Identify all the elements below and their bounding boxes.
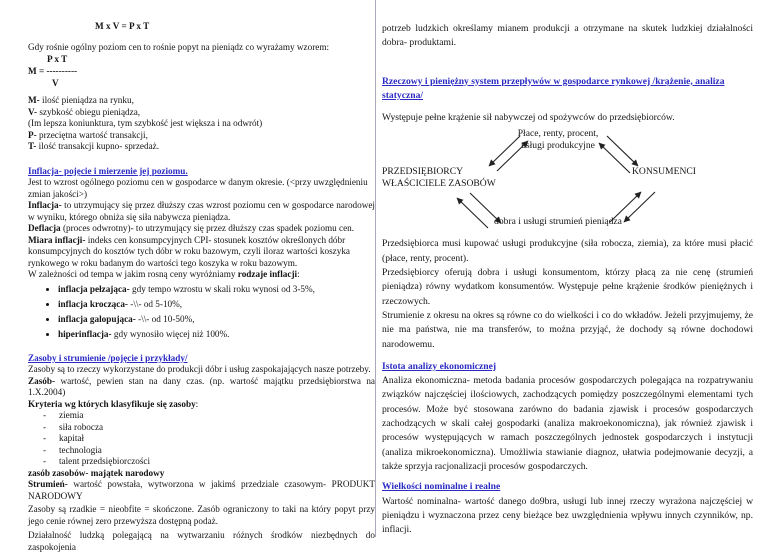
- term-lead: Deflacja: [28, 223, 61, 233]
- inflation-types-list: [28, 284, 375, 341]
- term-text: indeks cen konsumpcyjnych CPI- stosunek kosztów określonych dóbr konsumpcyjnych do kosztów tych dóbr w roku bazowym, czyli iloraz wartości koszyka rynkowego w roku badanym do wartości tego koszyka w roku bazowym.: [28, 234, 350, 268]
- heading-line: statyczna/: [382, 89, 424, 101]
- def-text: (Im lepsza koniunktura, tym szybkość jest większa i na odwrót): [28, 118, 263, 128]
- paragraph-kryteria: [28, 399, 375, 411]
- heading-rzeczowy-link[interactable]: [382, 75, 753, 104]
- text: W zależności od tempa w jakim rosną ceny wyróżniamy: [28, 269, 238, 279]
- bold-text: zasób zasobów- majątek narodowy: [28, 467, 165, 478]
- term-lead: Zasób-: [28, 375, 56, 386]
- column-divider: [375, 0, 376, 537]
- list-item: [28, 410, 375, 422]
- paragraph-analiza: Analiza ekonomiczna- metoda badania procesów gospodarczych polegająca na rozpatrywaniu związków najczęściej ilościowych, zachodzących pomiędzy poszczególnymi elementami tych procesów. Może być stosowana zarówno do badania zjawisk i procesów gospodarczych zachodzących w skali całej gospodarki (analiza makroekonomiczna), jak również zjawisk i procesów występujących w ramach poszczególnych jednostek gospodarczych i instytucji (analiza mikroekonomiczna). Umożliwia stawianie diagnoz, ułatwia podejmowanie decyzji, a także sprzyja racjonalizacji procesów gospodarczych.: [382, 375, 753, 472]
- term-text: -\\- od 5-10%,: [128, 299, 183, 309]
- paragraph-zasob-zasobow: [28, 468, 375, 480]
- def-line: [28, 95, 375, 107]
- term-text: gdy wynosiło więcej niż 100%.: [111, 329, 230, 339]
- term-text: wartość powstała, wytworzona w jakimś przedziale czasowym- PRODUKT NARODOWY: [28, 479, 375, 501]
- paragraph-inflacja: [28, 200, 375, 223]
- term-lead: inflacja galopująca-: [58, 314, 136, 324]
- heading-wielkosci-link[interactable]: Wielkości nominalne i realne: [382, 481, 501, 493]
- paragraph-rodzaje-inflacji: [28, 269, 375, 281]
- list-item: [28, 433, 375, 445]
- term-lead: inflacja krocząca-: [58, 299, 128, 309]
- def-text: przeciętna wartość transakcji,: [36, 129, 148, 140]
- paragraph-okres: Jest to wzrost ogólnego poziomu cen w gospodarce w danym okresie. (<przy uwzględnieniu zmian jakości>): [28, 177, 368, 199]
- term-text: gdy tempo wzrostu w skali roku wynosi od 3-5%,: [129, 284, 315, 294]
- term-text: wartość, pewien stan na dany czas. (np. wartość majątku przedsiębiorstwa na 1.X.2004): [28, 375, 375, 397]
- label-line: Płace, renty, procent,: [517, 128, 599, 140]
- heading-line: Rzeczowy i pieniężny system przepływów w gospodarce rynkowej /krążenie, analiza: [382, 75, 725, 87]
- label-line: usługi produkcyjne: [521, 140, 595, 152]
- fraction-denominator: V: [52, 78, 59, 88]
- def-lead: V-: [28, 106, 38, 117]
- money-demand-fraction: [28, 53, 375, 89]
- def-line: [28, 118, 375, 130]
- diagram-label-entrepreneurs: [382, 166, 496, 190]
- item-text: siła robocza: [59, 421, 104, 432]
- circular-flow-diagram: [382, 125, 753, 237]
- diagram-label-top: [382, 128, 734, 152]
- paragraph-oferuja: Przedsiębiorcy oferują dobra i usługi konsumentom, którzy płacą za nie cenę (strumień pieniądza) równy wydatkom konsumentów. Występuje pełne krążenie środków pieniężnych i rzeczowych.: [382, 267, 753, 307]
- paragraph-rzadkie: Zasoby są rzadkie = nieobfite = skończone. Zasób ograniczony to taki na który popyt przy jego cenie równej zero przewyższa dostępną podaż.: [28, 504, 375, 526]
- def-text: ilość pieniądza na rynku,: [39, 95, 134, 105]
- bold-text: rodzaje inflacji: [237, 269, 298, 279]
- paragraph-nominalna: Wartość nominalna- wartość danego do9bra, usługi lub innej rzeczy wyrażona najczęściej w pieniądzu i wyznaczona przez ceny bieżące bez uwzględnienia wpływu innych czynników, np. inflacji.: [382, 495, 753, 536]
- text: :: [195, 398, 199, 409]
- variable-definitions: [28, 95, 375, 153]
- diagram-label-bottom: dobra i usługi strumień pieniądza: [494, 216, 622, 228]
- term-text: -\\- od 10-50%,: [135, 314, 195, 324]
- list-item: [28, 456, 375, 468]
- list-item: [28, 422, 375, 434]
- def-line: [28, 141, 375, 153]
- fraction-numerator: P x T: [47, 54, 68, 64]
- def-lead: T-: [28, 141, 37, 151]
- def-line: [28, 130, 375, 142]
- dash-marker: -: [43, 444, 47, 455]
- heading-zasoby-link[interactable]: Zasoby i strumienie /pojęcie i przykłady/: [28, 352, 188, 363]
- term-lead: hiperinflacja-: [58, 329, 112, 339]
- list-item: [58, 329, 375, 341]
- item-text: technologia: [59, 444, 102, 455]
- item-text: talent przedsiębiorczości: [59, 456, 151, 466]
- fraction-mid: [28, 65, 375, 77]
- term-lead: inflacja pełzająca-: [58, 284, 130, 294]
- paragraph-zasob: [28, 376, 375, 399]
- def-line: [28, 107, 375, 119]
- bold-text: Kryteria wg których klasyfikuje się zasoby: [28, 398, 196, 409]
- def-lead: M-: [28, 95, 40, 105]
- equation-mv-pt: M x V = P x T: [95, 21, 150, 31]
- heading-istota-link[interactable]: Istota analizy ekonomicznej: [382, 360, 497, 372]
- list-item: [58, 284, 375, 296]
- def-lead: P-: [28, 129, 37, 140]
- diagram-label-consumers: KONSUMENCI: [632, 166, 696, 178]
- list-item: [58, 299, 375, 311]
- text: :: [297, 269, 300, 279]
- paragraph-strumienie: Strumienie z okresu na okres są równe co do wielkości i co do wkładów. Jeżeli przyjmujemy, że nie ma państwa, nie ma transferów, to można przyjąć, że dochody są równe dochodowi narodowemu.: [382, 309, 753, 350]
- dash-marker: -: [43, 433, 47, 443]
- paragraph-potrzeb: potrzeb ludzkich określamy mianem produkcji a otrzymane na skutek ludzkiej działalności dobra- produktami.: [382, 23, 753, 49]
- term-lead: Miara inflacji-: [28, 234, 86, 245]
- left-column: [28, 0, 375, 553]
- item-text: kapitał: [59, 433, 85, 443]
- dash-marker: -: [43, 421, 47, 432]
- term-lead: Strumień-: [28, 479, 68, 489]
- intro-text: Gdy rośnie ogólny poziom cen to rośnie popyt na pieniądz co wyrażamy wzorem:: [28, 41, 330, 52]
- paragraph-dzialalnosc: Działalność ludzką polegającą na wytwarzaniu różnych środków niezbędnych do zaspokojenia: [28, 530, 375, 552]
- term-lead: Inflacja-: [28, 200, 62, 210]
- item-text: ziemia: [59, 410, 84, 420]
- paragraph-przedsiebiorca: Przedsiębiorca musi kupować usługi produkcyjne (siła robocza, ziemia), za które musi płacić (płace, renty, procent).: [382, 238, 753, 264]
- label-line: PRZEDSIĘBIORCY: [382, 166, 464, 178]
- paragraph-wystepuje: Występuje pełne krążenie sił nabywczej od spożywców do przedsiębiorców.: [382, 112, 675, 124]
- heading-inflacja-link[interactable]: Inflacja- pojęcie i mierzenie jej poziomu.: [28, 165, 188, 176]
- dash-marker: -: [43, 456, 47, 466]
- paragraph-zasoby-intro: Zasoby są to rzeczy wykorzystane do produkcji dóbr i usług zaspokajających nasze potrzeby.: [28, 364, 371, 374]
- def-text: ilość transakcji kupno- sprzedaż.: [36, 141, 160, 151]
- term-text: (proces odwrotny)- to utrzymujący się przez dłuższy czas spadek poziomu cen.: [60, 223, 355, 233]
- resources-dash-list: [28, 410, 375, 468]
- label-line: WŁAŚCICIELE ZASOBÓW: [382, 178, 496, 190]
- fraction-mid-rest: = ----------: [36, 66, 78, 76]
- list-item: [58, 314, 375, 326]
- right-column: [382, 0, 753, 537]
- def-text: szybkość obiegu pieniądza,: [37, 106, 141, 117]
- list-item: [28, 445, 375, 457]
- dash-marker: -: [43, 410, 47, 420]
- paragraph-miara-inflacji: [28, 235, 375, 270]
- term-text: to utrzymujący się przez dłuższy czas wzrost poziomu cen w gospodarce narodowej w wyniku, którego obniża się siła nabywcza pieniądza.: [28, 200, 375, 222]
- fraction-mid-lead: M: [28, 66, 37, 76]
- paragraph-strumien: [28, 479, 375, 502]
- paragraph-deflacja: [28, 223, 375, 235]
